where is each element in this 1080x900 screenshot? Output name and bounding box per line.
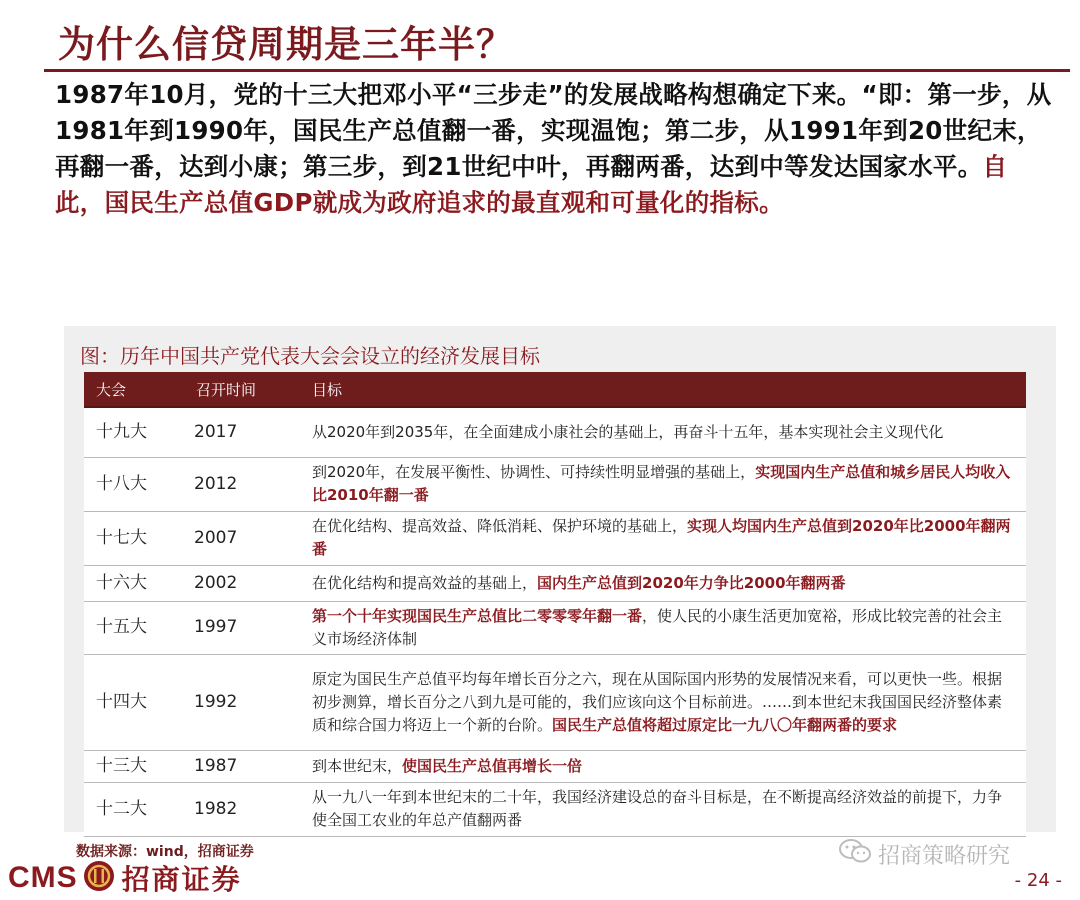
congress-cell: 十三大 — [84, 750, 184, 782]
goal-text: 从2020年到2035年，在全面建成小康社会的基础上，再奋斗十五年，基本实现社会主义现代化 — [312, 422, 944, 441]
table-row — [84, 601, 1026, 654]
wechat-watermark — [838, 838, 1010, 870]
page-title: 为什么信贷周期是三年半？ — [58, 22, 514, 66]
goals-table — [84, 372, 1026, 837]
table-row — [84, 407, 1026, 457]
column-header-congress: 大会 — [84, 372, 184, 407]
goal-cell — [300, 407, 1026, 457]
goal-cell — [300, 601, 1026, 654]
goal-text: 在优化结构、提高效益、降低消耗、保护环境的基础上， — [312, 517, 688, 535]
figure-title: 图：历年中国共产党代表大会会设立的经济发展目标 — [80, 344, 540, 368]
cms-emblem-icon — [82, 859, 116, 897]
data-source-note: 数据来源：wind，招商证券 — [76, 844, 254, 860]
year-cell: 1992 — [184, 654, 300, 750]
goal-cell — [300, 511, 1026, 565]
congress-cell: 十四大 — [84, 654, 184, 750]
page-number: - 24 - — [1014, 870, 1062, 891]
intro-text: 1987年10月，党的十三大把邓小平“三步走”的发展战略构想确定下来。“即：第一步，从1981年到1990年，国民生产总值翻一番，实现温饱；第二步，从1991年到20世纪末，再翻一番，达到小康；第三步，到21世纪中叶，再翻两番，达到中等发达国家水平。 — [55, 80, 1052, 181]
watermark-text: 招商策略研究 — [878, 843, 1011, 869]
year-cell: 1987 — [184, 750, 300, 782]
intro-paragraph — [55, 77, 1055, 221]
company-logo — [8, 860, 242, 896]
congress-cell: 十五大 — [84, 601, 184, 654]
goal-highlight: 第一个十年实现国民生产总值比二零零零年翻一番 — [312, 606, 643, 625]
year-cell: 2017 — [184, 407, 300, 457]
goal-cell — [300, 750, 1026, 782]
goal-cell — [300, 654, 1026, 750]
title-divider — [44, 69, 1070, 72]
logo-latin: CMS — [8, 861, 78, 894]
year-cell: 1982 — [184, 782, 300, 836]
table-row — [84, 511, 1026, 565]
year-cell: 2002 — [184, 565, 300, 601]
goal-cell — [300, 782, 1026, 836]
table-row — [84, 782, 1026, 836]
table-row — [84, 457, 1026, 511]
goal-highlight: 使国民生产总值再增长一倍 — [402, 756, 583, 775]
table-row — [84, 750, 1026, 782]
column-header-time: 召开时间 — [184, 372, 300, 407]
congress-cell: 十二大 — [84, 782, 184, 836]
goal-highlight: 实现国内生产总值和城乡居民人均收入比2010年翻一番 — [312, 463, 1011, 504]
table-row — [84, 565, 1026, 601]
goal-text: 到2020年，在发展平衡性、协调性、可持续性明显增强的基础上， — [312, 463, 756, 481]
goal-text: ，使人民的小康生活更加宽裕，形成比较完善的社会主义市场经济体制 — [312, 606, 1003, 648]
logo-chinese: 招商证券 — [121, 863, 242, 896]
congress-cell: 十八大 — [84, 457, 184, 511]
column-header-goal: 目标 — [300, 372, 1026, 407]
goal-text: 到本世纪末， — [312, 756, 403, 775]
goal-highlight: 国内生产总值到2020年力争比2000年翻两番 — [537, 573, 846, 592]
year-cell: 2012 — [184, 457, 300, 511]
table-header-row — [84, 372, 1026, 407]
congress-cell: 十七大 — [84, 511, 184, 565]
table-row — [84, 654, 1026, 750]
year-cell: 2007 — [184, 511, 300, 565]
goal-text: 从一九八一年到本世纪末的二十年，我国经济建设总的奋斗目标是，在不断提高经济效益的前提下，力争使全国工农业的年总产值翻两番 — [312, 788, 1003, 829]
goal-highlight: 实现人均国内生产总值到2020年比2000年翻两番 — [312, 517, 1011, 558]
goal-text: 在优化结构和提高效益的基础上， — [312, 573, 538, 592]
goal-cell — [300, 457, 1026, 511]
goal-highlight: 国民生产总值将超过原定比一九八〇年翻两番的要求 — [552, 715, 898, 734]
wechat-icon — [838, 837, 872, 871]
year-cell: 1997 — [184, 601, 300, 654]
intro-highlight: 自此，国民生产总值GDP就成为政府追求的最直观和可量化的指标。 — [55, 152, 1008, 217]
congress-cell: 十六大 — [84, 565, 184, 601]
goal-cell — [300, 565, 1026, 601]
goal-text: 原定为国民生产总值平均每年增长百分之六，现在从国际国内形势的发展情况来看，可以更快一些。根据初步测算，增长百分之八到九是可能的，我们应该向这个目标前进。……到本世纪末我国国民经济整体素质和综合国力将迈上一个新的台阶。 — [312, 669, 1003, 734]
congress-cell: 十九大 — [84, 407, 184, 457]
